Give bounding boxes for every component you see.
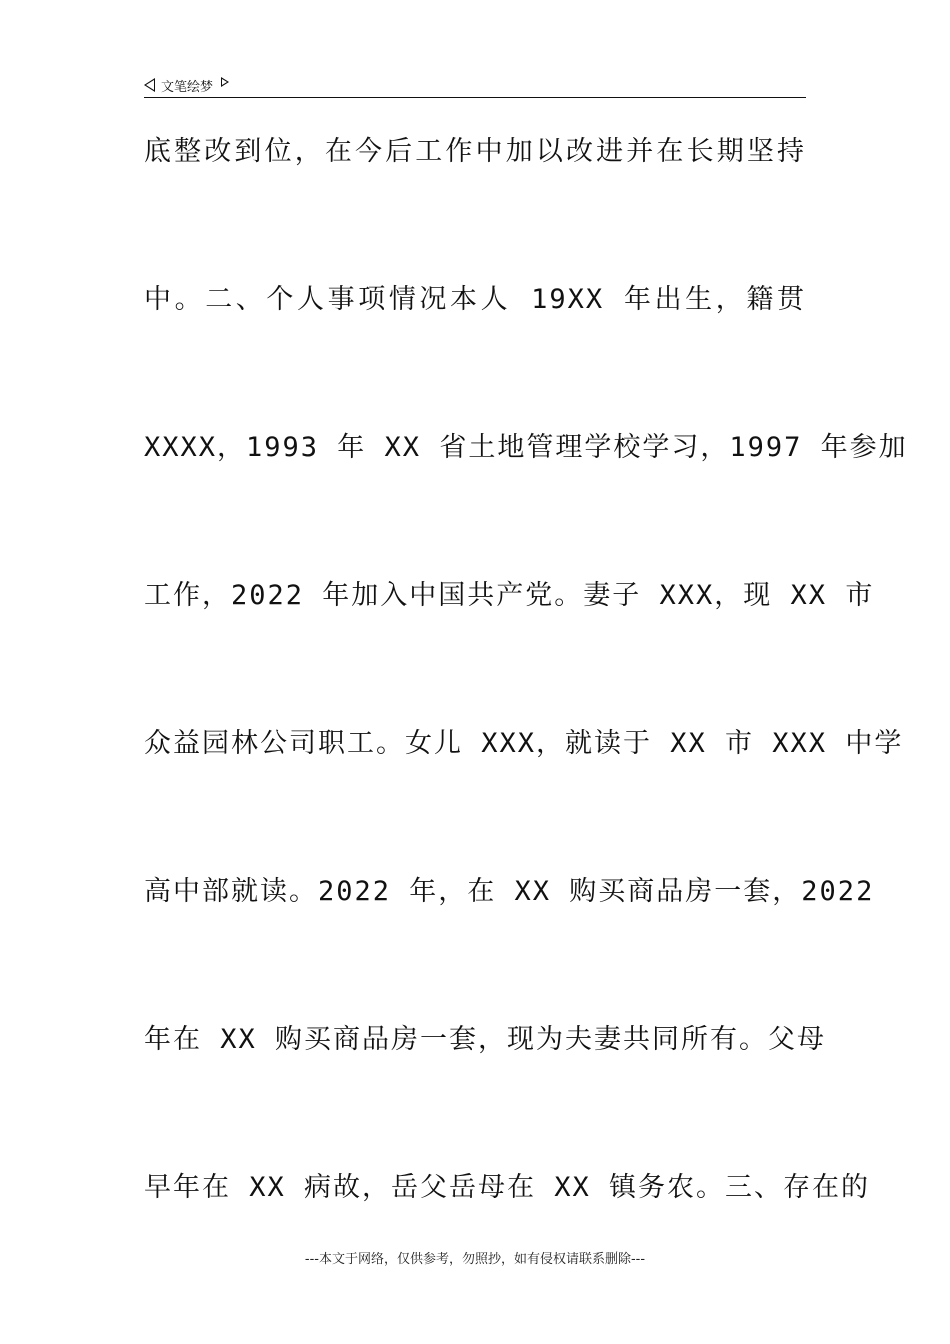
triangle-left-icon bbox=[144, 78, 155, 92]
body-line: 年在 XX 购买商品房一套，现为夫妻共同所有。父母 bbox=[144, 1024, 827, 1055]
body-line: 底整改到位，在今后工作中加以改进并在长期坚持 bbox=[144, 136, 806, 167]
header-divider bbox=[144, 97, 806, 98]
header-title: 文笔绘梦 bbox=[161, 79, 214, 95]
triangle-right-icon bbox=[221, 77, 229, 87]
footer-notice: ---本文于网络，仅供参考，勿照抄，如有侵权请联系删除--- bbox=[304, 1252, 646, 1267]
document-body bbox=[144, 130, 908, 1314]
body-line: XXXX，1993 年 XX 省土地管理学校学习，1997 年参加 bbox=[144, 432, 908, 463]
body-line: 中。二、个人事项情况本人 19XX 年出生，籍贯 bbox=[144, 284, 806, 315]
body-line: 高中部就读。2022 年，在 XX 购买商品房一套，2022 bbox=[144, 876, 875, 907]
body-line: 工作，2022 年加入中国共产党。妻子 XXX，现 XX 市 bbox=[144, 580, 875, 611]
body-line: 众益园林公司职工。女儿 XXX，就读于 XX 市 XXX 中学 bbox=[144, 728, 904, 759]
page-header bbox=[144, 74, 806, 96]
body-line: 早年在 XX 病故，岳父岳母在 XX 镇务农。三、存在的 bbox=[144, 1172, 871, 1203]
